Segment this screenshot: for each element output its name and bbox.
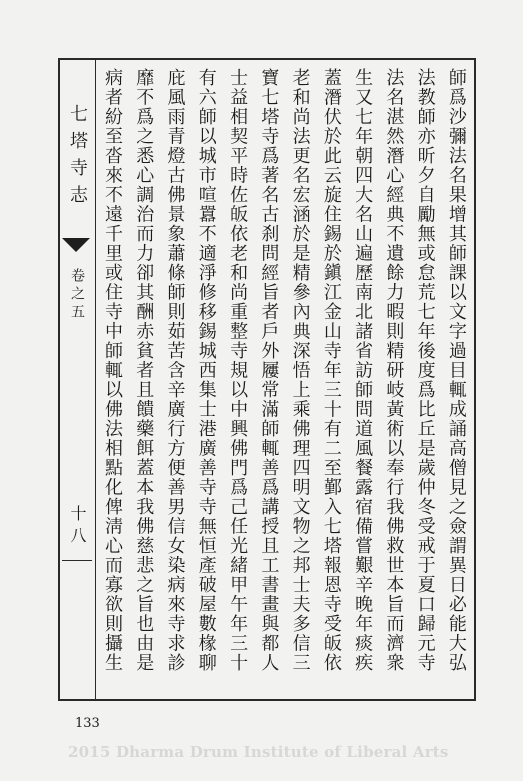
text-column-7: 寶七塔寺爲著名古刹問經旨者戶外屨常滿師輒善爲講授且工書畫與都人 [258,68,280,673]
margin-rule [62,560,92,561]
page-number: 十八 [68,505,87,549]
text-column-1: 師爲沙彌法名果增其師課以文字過目輒成誦高僧見之僉謂異日必能大弘 [445,68,467,673]
text-column-2: 法教師亦昕夕自勵無或怠荒七年後度爲比丘是歲仲冬受戒于夏口歸元寺 [414,68,436,673]
text-column-5: 蓋潛伏於此云旋住錫於鎭江金山寺年三十有二至鄞入七塔報恩寺受皈依 [320,68,342,673]
text-column-10: 庇風雨青燈古佛景象蕭條師則茹苦含辛廣行方便善男信女染病來寺求診 [164,68,186,673]
text-column-6: 老和尚法更名宏涵於是精參內典深悟上乘佛理四明文物之邦士夫多信三 [289,68,311,673]
text-column-3: 法名湛然潛心經典不遺餘力暇則精研岐黃術以奉行我佛救世本旨而濟衆 [383,68,405,673]
text-column-8: 士益相契平時佐皈依老和尚重整寺規以中興佛門爲己任光緒甲午年三十 [227,68,249,673]
volume-label: 卷之五 [69,268,85,322]
folio-number: 133 [75,716,100,731]
text-column-9: 有六師以城市喧囂不適淨修移錫城西集士港廣善寺寺無恒產破屋數椽聊 [195,68,217,673]
watermark: 2015 Dharma Drum Institute of Liberal Arts [68,743,449,761]
book-title: 七塔寺志 [67,104,88,212]
text-column-12: 病者紛至沓來不遠千里或住寺中師輒以佛法相點化俾淸心而寡欲則攝生 [102,68,123,673]
text-body [100,68,468,696]
text-column-11: 靡不爲之悉心調治而力卻其酬赤貧者且饋藥餌蓋本我佛慈悲之旨也由是 [133,68,155,673]
text-column-4: 生又七年朝四大名山遍歷南北諸省訪師問道風餐露宿備嘗艱辛晚年痰疾 [352,68,374,673]
